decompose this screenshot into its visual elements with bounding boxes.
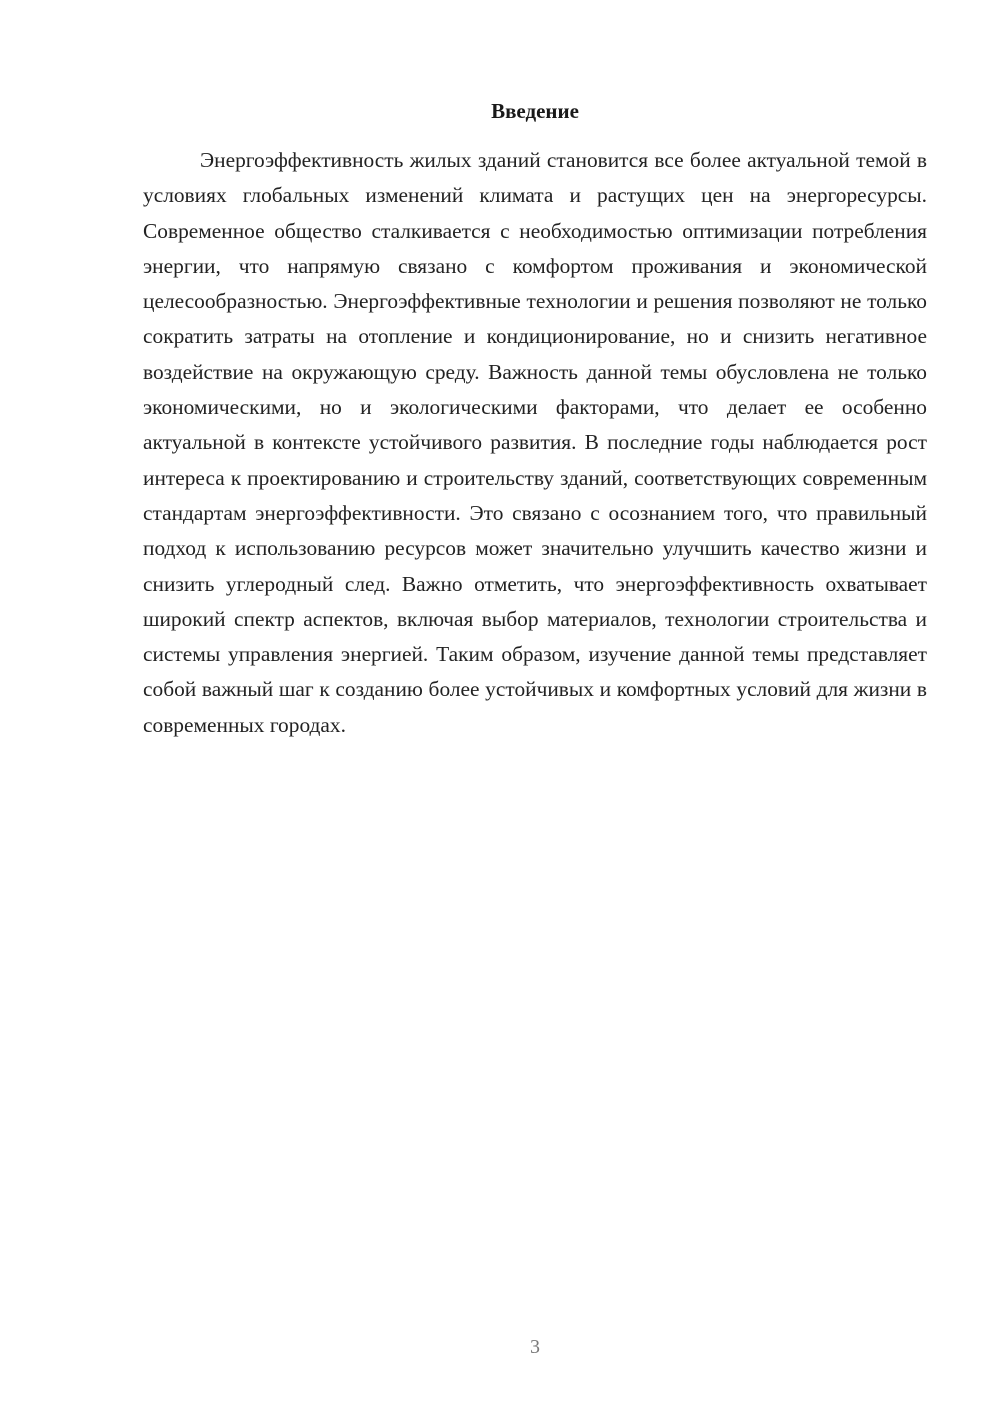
body-paragraph: Энергоэффективность жилых зданий становится все более актуальной темой в условиях глобальных изменений климата и растущих цен на энергоресурсы. Современное общество сталкивается с необходимостью оптимизации потребления энергии, что напрямую связано с комфортом проживания и экономической целесообразностью. Энергоэффективные технологии и решения позволяют не только сократить затраты на отопление и кондиционирование, но и снизить негативное воздействие на окружающую среду. Важность данной темы обусловлена не только экономическими, но и экологическими факторами, что делает ее особенно актуальной в контексте устойчивого развития. В последние годы наблюдается рост интереса к проектированию и строительству зданий, соответствующих современным стандартам энергоэффективности. Это связано с осознанием того, что правильный подход к использованию ресурсов может значительно улучшить качество жизни и снизить углеродный след. Важно отметить, что энергоэффективность охватывает широкий спектр аспектов, включая выбор материалов, технологии строительства и системы управления энергией. Таким образом, изучение данной темы представляет собой важный шаг к созданию более устойчивых и комфортных условий для жизни в современных городах. [143,148,927,737]
section-heading: Введение [491,99,579,123]
page-number: 3 [530,1336,540,1358]
